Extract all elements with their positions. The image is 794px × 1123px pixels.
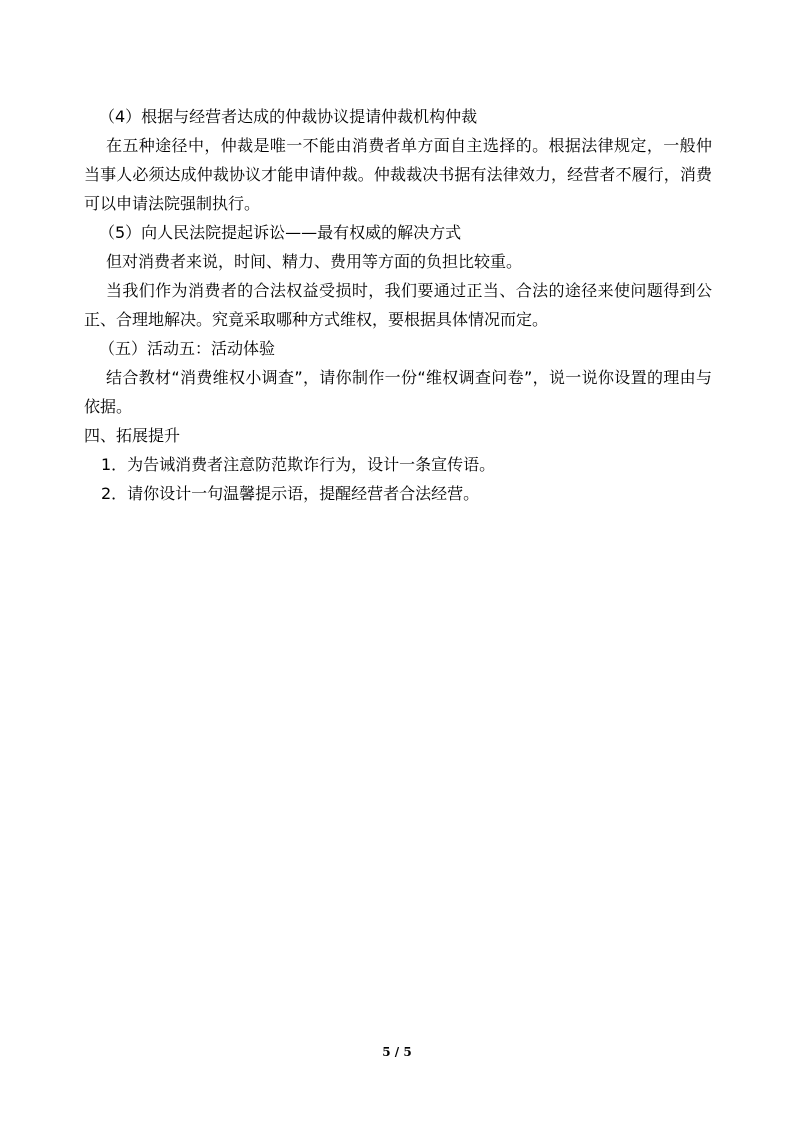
list-item: 1．为告诫消费者注意防范欺诈行为，设计一条宣传语。 [101, 455, 496, 474]
paragraph-line: 正、合理地解决。究竟采取哪种方式维权，要根据具体情况而定。 [84, 310, 549, 329]
paragraph-line: 但对消费者来说，时间、精力、费用等方面的负担比较重。 [106, 252, 523, 271]
document-body [84, 102, 712, 508]
section-heading-extension: 四、拓展提升 [84, 426, 181, 445]
paragraph-line: 当我们作为消费者的合法权益受损时，我们要通过正当、合法的途径来使问题得到公 [106, 281, 712, 300]
page-number: 5 / 5 [382, 1045, 412, 1059]
subheading-lawsuit: （5）向人民法院提起诉讼——最有权威的解决方式 [99, 223, 462, 242]
paragraph-line: 在五种途径中，仲裁是唯一不能由消费者单方面自主选择的。根据法律规定，一般仲 [106, 136, 712, 155]
paragraph-line: 当事人必须达成仲裁协议才能申请仲裁。仲裁裁决书据有法律效力，经营者不履行，消费 [84, 165, 712, 184]
paragraph-line: 可以申请法院强制执行。 [84, 194, 261, 213]
paragraph-line: 结合教材“消费维权小调查”，请你制作一份“维权调查问卷”，说一说你设置的理由与 [106, 368, 712, 387]
subheading-arbitration: （4）根据与经营者达成的仲裁协议提请仲裁机构仲裁 [99, 107, 478, 126]
subheading-activity-five: （五）活动五：活动体验 [99, 339, 276, 358]
paragraph-line: 依据。 [84, 397, 133, 416]
list-item: 2．请你设计一句温馨提示语，提醒经营者合法经营。 [101, 484, 480, 503]
